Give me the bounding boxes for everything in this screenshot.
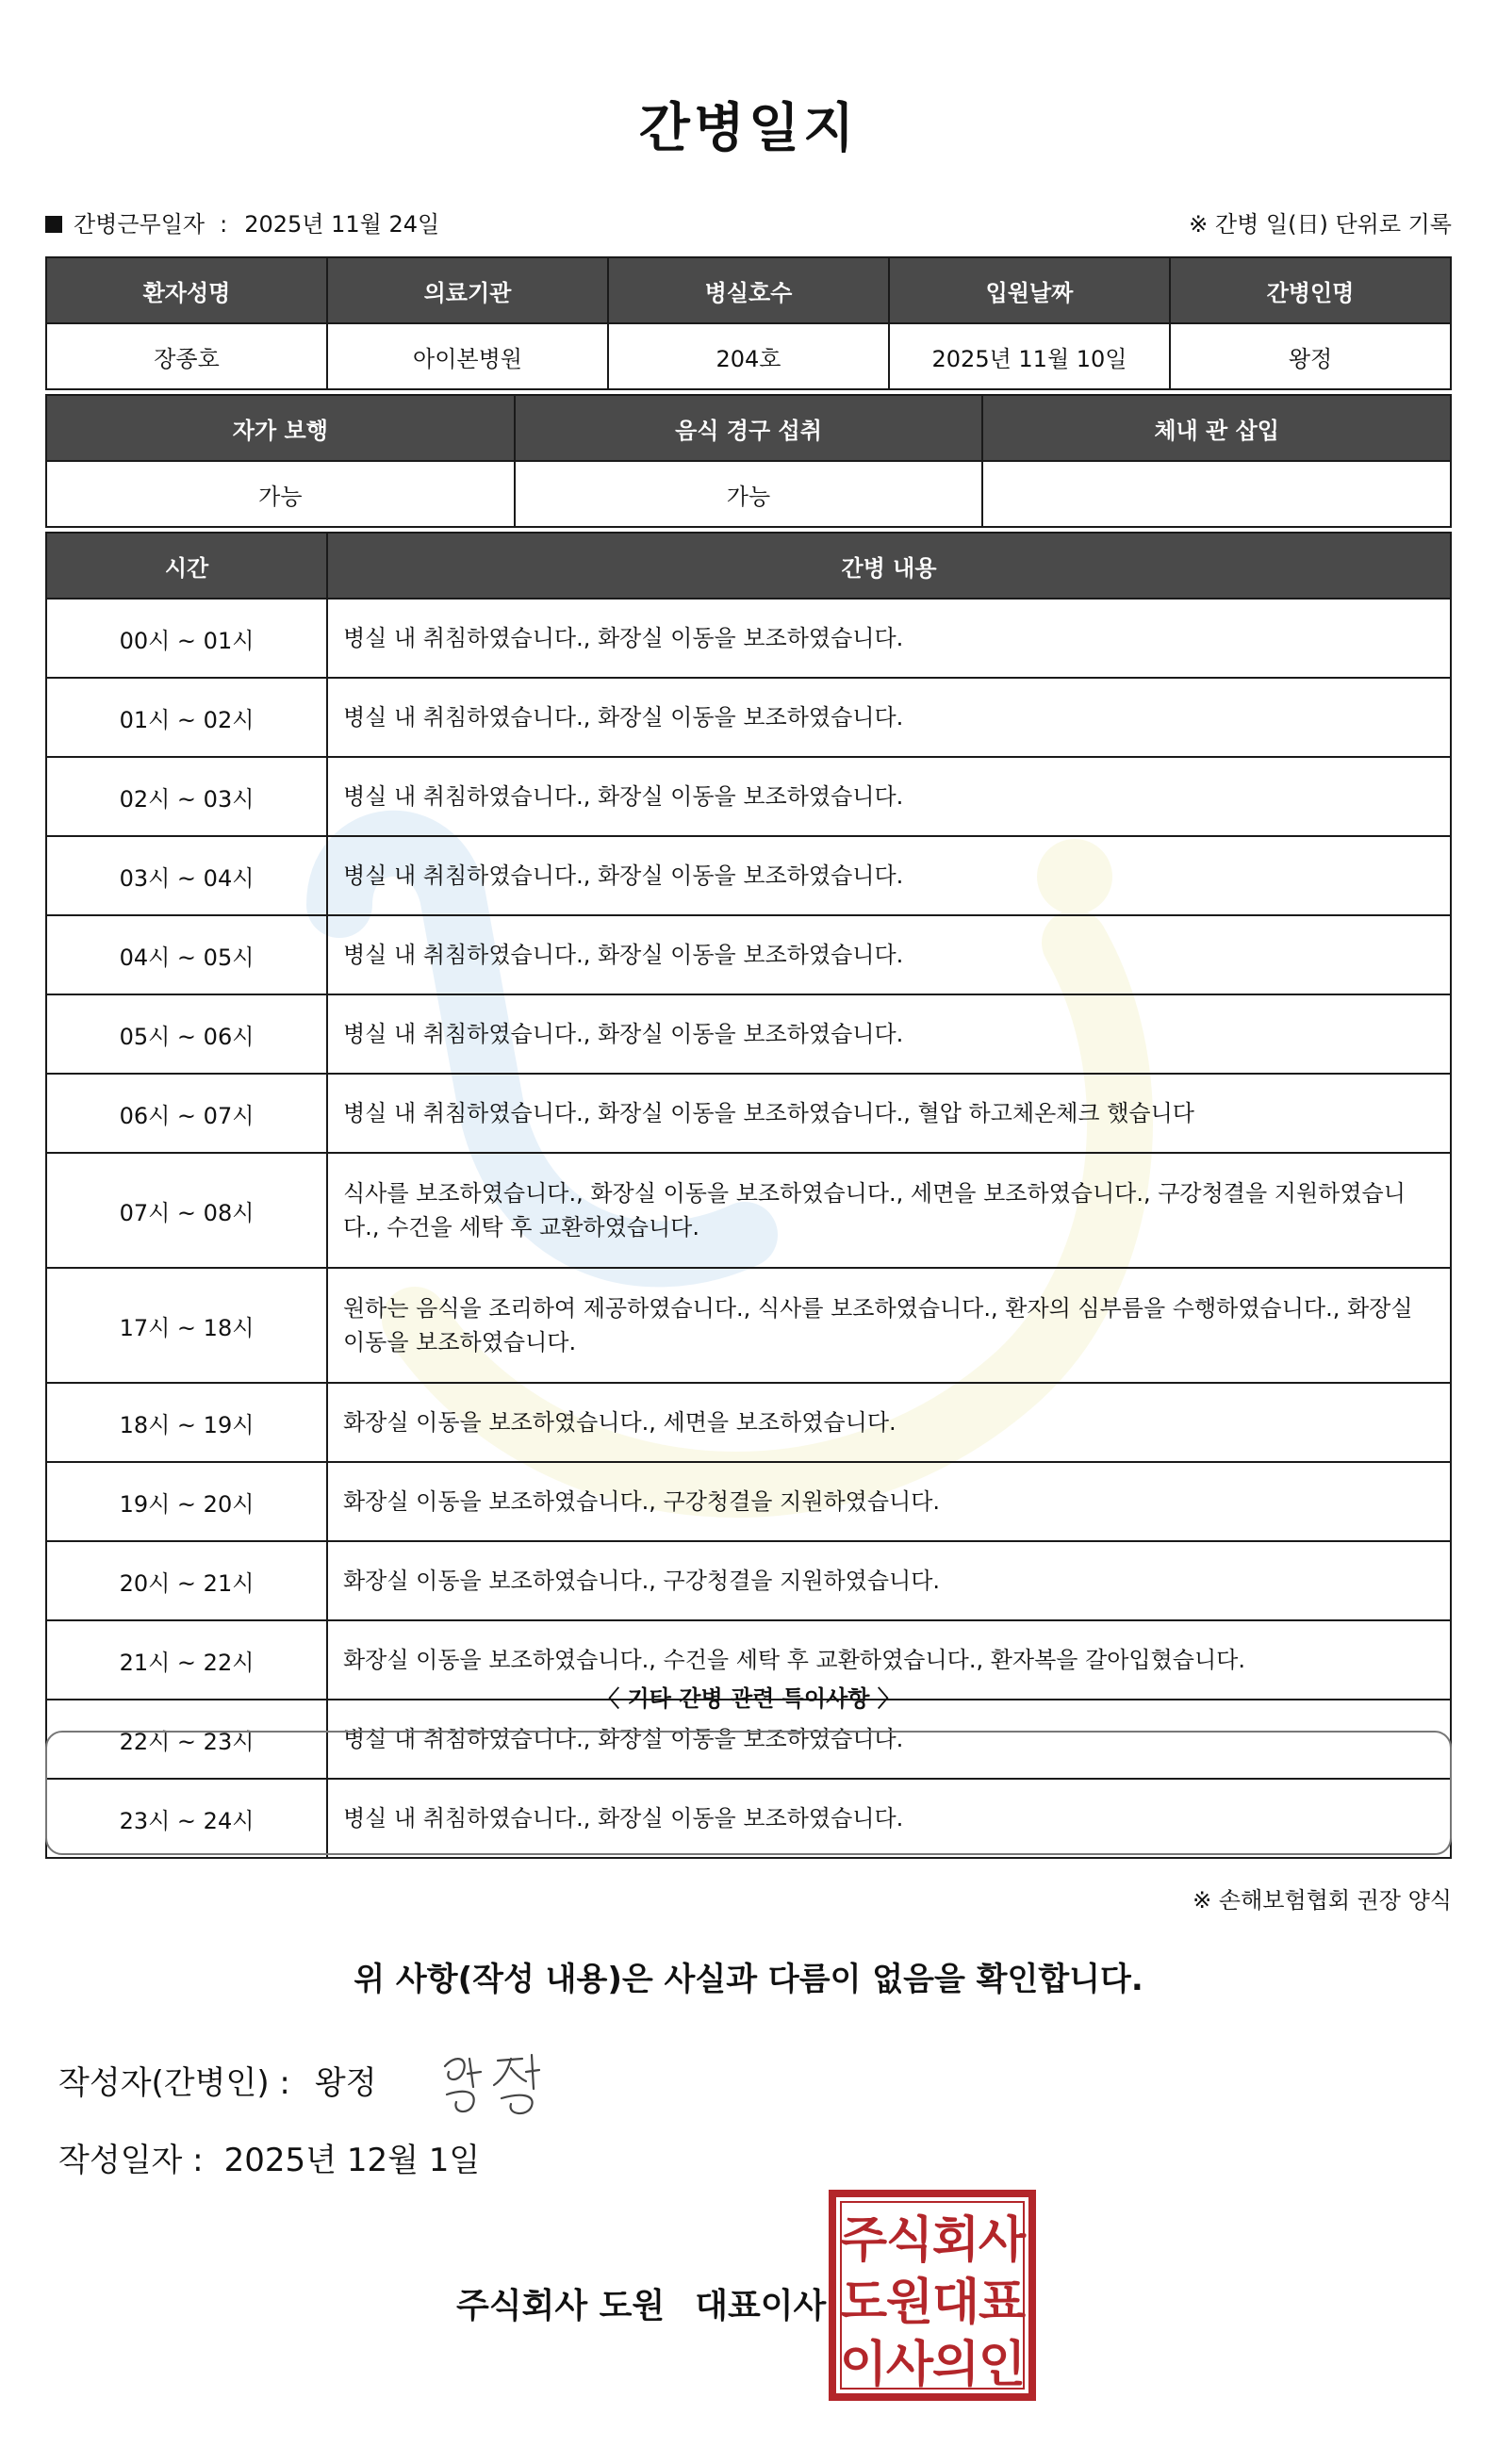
care-log-row [46, 1462, 1451, 1541]
care-log-content: 병실 내 취침하였습니다., 화장실 이동을 보조하였습니다. [327, 757, 1451, 836]
care-log-content: 병실 내 취침하였습니다., 화장실 이동을 보조하였습니다. [327, 678, 1451, 757]
company-seal-stamp [828, 2189, 1037, 2402]
care-log-time: 22시 ~ 23시 [46, 1700, 327, 1779]
care-log-time: 19시 ~ 20시 [46, 1462, 327, 1541]
write-date-value: 2025년 12월 1일 [223, 2142, 481, 2179]
care-log-time: 06시 ~ 07시 [46, 1074, 327, 1153]
care-log-content: 병실 내 취침하였습니다., 화장실 이동을 보조하였습니다. [327, 915, 1451, 994]
meta-row [45, 205, 1452, 239]
care-log-time: 07시 ~ 08시 [46, 1153, 327, 1268]
patient-info-table [45, 256, 1452, 390]
care-log-content: 병실 내 취침하였습니다., 화장실 이동을 보조하였습니다., 혈압 하고체온체크 했습니다 [327, 1074, 1451, 1153]
seal-glyph: 사 [885, 2337, 934, 2393]
seal-glyph: 도 [839, 2275, 888, 2331]
care-log-time: 03시 ~ 04시 [46, 836, 327, 915]
care-log-row [46, 1541, 1451, 1620]
care-log-row [46, 994, 1451, 1074]
care-log-time: 04시 ~ 05시 [46, 915, 327, 994]
work-date-label: 간병근무일자 [74, 211, 206, 238]
seal-glyph: 사 [978, 2212, 1027, 2269]
care-log-row [46, 1268, 1451, 1383]
care-log-time: 02시 ~ 03시 [46, 757, 327, 836]
seal-glyph: 식 [885, 2212, 934, 2269]
care-log-row [46, 1153, 1451, 1268]
header-room: 병실호수 [608, 257, 889, 323]
header-admission-date: 입원날짜 [889, 257, 1170, 323]
care-log-content: 병실 내 취침하였습니다., 화장실 이동을 보조하였습니다. [327, 1700, 1451, 1779]
notes-title: 〈 기타 간병 관련 특이사항 〉 [597, 1685, 900, 1712]
document-title: 간병일지 [638, 98, 859, 159]
work-date-separator: : [220, 211, 228, 238]
self-walking: 가능 [46, 461, 515, 527]
care-log-content: 식사를 보조하였습니다., 화장실 이동을 보조하였습니다., 세면을 보조하였습니다., 구강청결을 지원하였습니다., 수건을 세탁 후 교환하였습니다. [327, 1153, 1451, 1268]
care-log-time: 23시 ~ 24시 [46, 1779, 327, 1858]
header-self-walking: 자가 보행 [46, 395, 515, 461]
seal-glyph: 대 [931, 2275, 980, 2331]
patient-status-table [45, 394, 1452, 528]
seal-glyph: 인 [978, 2337, 1027, 2393]
care-log-time: 18시 ~ 19시 [46, 1383, 327, 1462]
company-signature-line [456, 2279, 826, 2327]
care-log-time: 05시 ~ 06시 [46, 994, 327, 1074]
hospital: 아이본병원 [327, 323, 608, 389]
notes-box [45, 1731, 1452, 1855]
seal-glyph: 이 [839, 2337, 888, 2393]
header-time: 시간 [46, 533, 327, 599]
patient-status-header-row [46, 395, 1451, 461]
patient-status-value-row [46, 461, 1451, 527]
tube-insertion [982, 461, 1451, 527]
patient-name: 장종호 [46, 323, 327, 389]
seal-glyph: 의 [931, 2337, 980, 2393]
care-log-row [46, 678, 1451, 757]
square-bullet-icon [45, 216, 62, 233]
company-name: 주식회사 도원 [456, 2287, 666, 2325]
writer-line [58, 2057, 377, 2103]
care-log-time: 01시 ~ 02시 [46, 678, 327, 757]
work-date [45, 205, 439, 238]
header-oral-intake: 음식 경구 섭취 [515, 395, 983, 461]
care-log-time: 20시 ~ 21시 [46, 1541, 327, 1620]
confirmation-statement: 위 사항(작성 내용)은 사실과 다름이 없음을 확인합니다. [354, 1961, 1143, 1998]
care-log-time: 21시 ~ 22시 [46, 1620, 327, 1700]
care-log-row [46, 836, 1451, 915]
care-log-row [46, 1383, 1451, 1462]
patient-info-value-row [46, 323, 1451, 389]
header-tube-insertion: 체내 관 삽입 [982, 395, 1451, 461]
caregiver-name: 왕정 [1170, 323, 1451, 389]
seal-glyph: 주 [839, 2212, 888, 2269]
care-log-content: 화장실 이동을 보조하였습니다., 구강청결을 지원하였습니다. [327, 1462, 1451, 1541]
patient-info-header-row [46, 257, 1451, 323]
write-date-line [58, 2134, 480, 2180]
care-log-header-row [46, 533, 1451, 599]
signature-image [436, 2045, 558, 2121]
care-log-row [46, 599, 1451, 678]
care-log-body [46, 599, 1451, 1858]
seal-glyph: 원 [885, 2275, 934, 2331]
company-title: 대표이사 [695, 2287, 827, 2325]
care-log-row [46, 757, 1451, 836]
care-log-content: 화장실 이동을 보조하였습니다., 수건을 세탁 후 교환하였습니다., 환자복을 갈아입혔습니다. [327, 1620, 1451, 1700]
care-log-content: 병실 내 취침하였습니다., 화장실 이동을 보조하였습니다. [327, 836, 1451, 915]
form-source-note: ※ 손해보험협회 권장 양식 [1193, 1887, 1452, 1914]
care-log-content: 병실 내 취침하였습니다., 화장실 이동을 보조하였습니다. [327, 599, 1451, 678]
admission-date: 2025년 11월 10일 [889, 323, 1170, 389]
care-log-table [45, 532, 1452, 1859]
care-log-content: 병실 내 취침하였습니다., 화장실 이동을 보조하였습니다. [327, 994, 1451, 1074]
seal-glyph: 표 [978, 2275, 1027, 2331]
care-log-content: 병실 내 취침하였습니다., 화장실 이동을 보조하였습니다. [327, 1779, 1451, 1858]
seal-glyph: 회 [931, 2212, 980, 2269]
oral-intake: 가능 [515, 461, 983, 527]
writer-label: 작성자(간병인) : [58, 2064, 290, 2102]
care-log-time: 17시 ~ 18시 [46, 1268, 327, 1383]
header-care-content: 간병 내용 [327, 533, 1451, 599]
write-date-label: 작성일자 : [58, 2142, 204, 2179]
header-caregiver-name: 간병인명 [1170, 257, 1451, 323]
room-number: 204호 [608, 323, 889, 389]
record-unit-note: ※ 간병 일(日) 단위로 기록 [1189, 211, 1452, 238]
care-log-content: 화장실 이동을 보조하였습니다., 구강청결을 지원하였습니다. [327, 1541, 1451, 1620]
writer-name: 왕정 [314, 2064, 377, 2102]
header-patient-name: 환자성명 [46, 257, 327, 323]
care-log-content: 원하는 음식을 조리하여 제공하였습니다., 식사를 보조하였습니다., 환자의 심부름을 수행하였습니다., 화장실 이동을 보조하였습니다. [327, 1268, 1451, 1383]
care-log-row [46, 1074, 1451, 1153]
care-log-content: 화장실 이동을 보조하였습니다., 세면을 보조하였습니다. [327, 1383, 1451, 1462]
header-hospital: 의료기관 [327, 257, 608, 323]
care-log-row [46, 915, 1451, 994]
care-log-time: 00시 ~ 01시 [46, 599, 327, 678]
work-date-value: 2025년 11월 24일 [244, 211, 440, 238]
